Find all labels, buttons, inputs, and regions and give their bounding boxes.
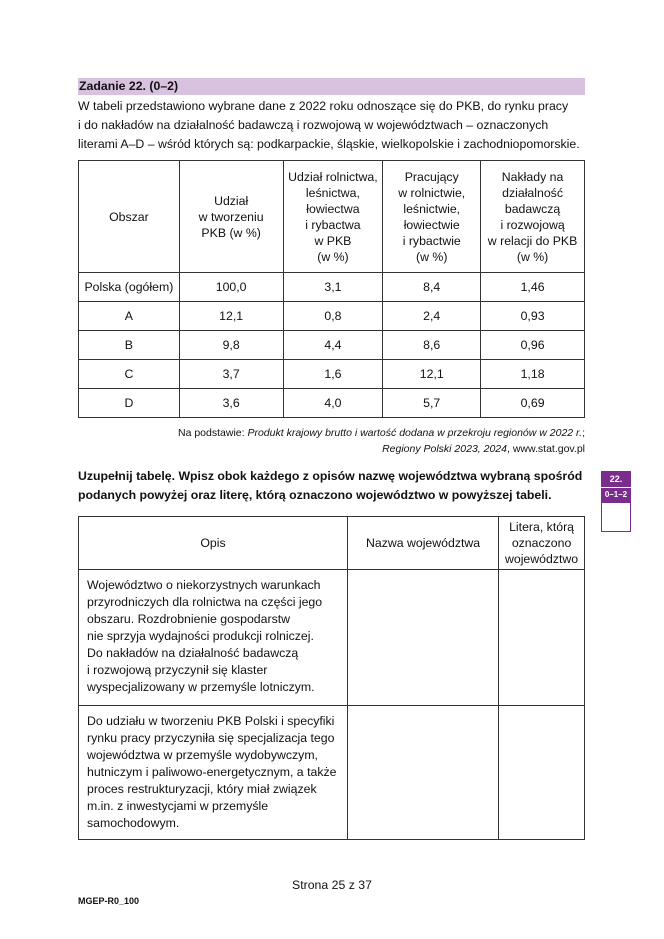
cell-value: 100,0	[179, 273, 283, 302]
header-nazwa: Nazwa województwa	[347, 517, 498, 570]
header-agri-workers: Pracujący w rolnictwie, leśnictwie, łowiectwie i rybactwie (w %)	[383, 161, 481, 273]
intro-line: literami A–D – wśród których są: podkarpackie, śląskie, wielkopolskie i zachodniopomorskie.	[78, 137, 580, 151]
header-pkb-share: Udział w tworzeniu PKB (w %)	[179, 161, 283, 273]
instruction-line: podanych powyżej oraz literę, którą oznaczono województwo w powyższej tabeli.	[78, 488, 552, 502]
table-row	[79, 389, 585, 418]
header-obszar: Obszar	[79, 161, 180, 273]
header-rnd: Nakłady na działalność badawczą i rozwojową w relacji do PKB (w %)	[481, 161, 585, 273]
intro-line: i do nakładów na działalność badawczą i rozwojową w województwach – oznaczonych	[78, 118, 549, 132]
answer-row	[79, 706, 585, 840]
data-table-header-row	[79, 161, 585, 273]
cell-area: Polska (ogółem)	[79, 273, 180, 302]
answer-table	[78, 516, 585, 840]
cell-value: 1,6	[283, 360, 383, 389]
table-row	[79, 331, 585, 360]
data-table	[78, 160, 585, 418]
cell-value: 0,8	[283, 302, 383, 331]
voivodeship-name-field[interactable]	[347, 706, 498, 840]
cell-value: 1,18	[481, 360, 585, 389]
page-number: Strona 25 z 37	[292, 878, 372, 892]
score-entry-field[interactable]	[601, 502, 631, 532]
table-row	[79, 302, 585, 331]
voivodeship-letter-field[interactable]	[499, 706, 585, 840]
voivodeship-name-field[interactable]	[347, 570, 498, 706]
cell-value: 2,4	[383, 302, 481, 331]
header-opis: Opis	[79, 517, 348, 570]
instruction-line: Uzupełnij tabelę. Wpisz obok każdego z opisów nazwę województwa wybraną spośród	[78, 469, 583, 483]
cell-value: 3,6	[179, 389, 283, 418]
table-row	[79, 273, 585, 302]
answer-row	[79, 570, 585, 706]
cell-value: 8,6	[383, 331, 481, 360]
description-cell: Do udziału w tworzeniu PKB Polski i specyfiki rynku pracy przyczyniła się specjalizacja tego województwa w przemyśle wydobywczym, hutniczym i paliwowo-energetycznym, a także proces restrukturyzacji, który miał związek m.in. z inwestycjami w przemyśle samochodowym.	[79, 706, 348, 840]
cell-value: 4,0	[283, 389, 383, 418]
exam-code: MGEP-R0_100	[78, 896, 140, 906]
score-task-number: 22.	[601, 471, 631, 487]
cell-area: A	[79, 302, 180, 331]
score-box	[601, 471, 631, 532]
cell-value: 0,69	[481, 389, 585, 418]
answer-table-header-row	[79, 517, 585, 570]
cell-area: C	[79, 360, 180, 389]
score-scale: 0–1–2	[601, 487, 631, 502]
voivodeship-letter-field[interactable]	[499, 570, 585, 706]
cell-value: 9,8	[179, 331, 283, 360]
cell-value: 3,1	[283, 273, 383, 302]
cell-value: 12,1	[383, 360, 481, 389]
cell-area: D	[79, 389, 180, 418]
cell-area: B	[79, 331, 180, 360]
description-cell: Województwo o niekorzystnych warunkach przyrodniczych dla rolnictwa na części jego obszaru. Rozdrobnienie gospodarstw nie sprzyja wydajności produkcji rolniczej. Do nakładów na działalność badawczą i rozwojową przyczynił się klaster wyspecjalizowany w przemyśle lotniczym.	[79, 570, 348, 706]
cell-value: 8,4	[383, 273, 481, 302]
task-title: Zadanie 22. (0–2)	[78, 78, 585, 95]
cell-value: 4,4	[283, 331, 383, 360]
cell-value: 12,1	[179, 302, 283, 331]
cell-value: 1,46	[481, 273, 585, 302]
intro-line: W tabeli przedstawiono wybrane dane z 2022 roku odnoszące się do PKB, do rynku pracy	[78, 99, 569, 113]
cell-value: 0,96	[481, 331, 585, 360]
cell-value: 3,7	[179, 360, 283, 389]
table-row	[79, 360, 585, 389]
header-litera: Litera, którą oznaczono województwo	[499, 517, 585, 570]
cell-value: 0,93	[481, 302, 585, 331]
header-agri-share: Udział rolnictwa, leśnictwa, łowiectwa i rybactwa w PKB (w %)	[283, 161, 383, 273]
task-intro	[78, 97, 598, 154]
source-note: Na podstawie: Produkt krajowy brutto i wartość dodana w przekroju regionów w 2022 r.; Regiony Polski 2023, 2024, www.stat.gov.pl	[178, 427, 585, 455]
instruction	[78, 467, 588, 505]
cell-value: 5,7	[383, 389, 481, 418]
